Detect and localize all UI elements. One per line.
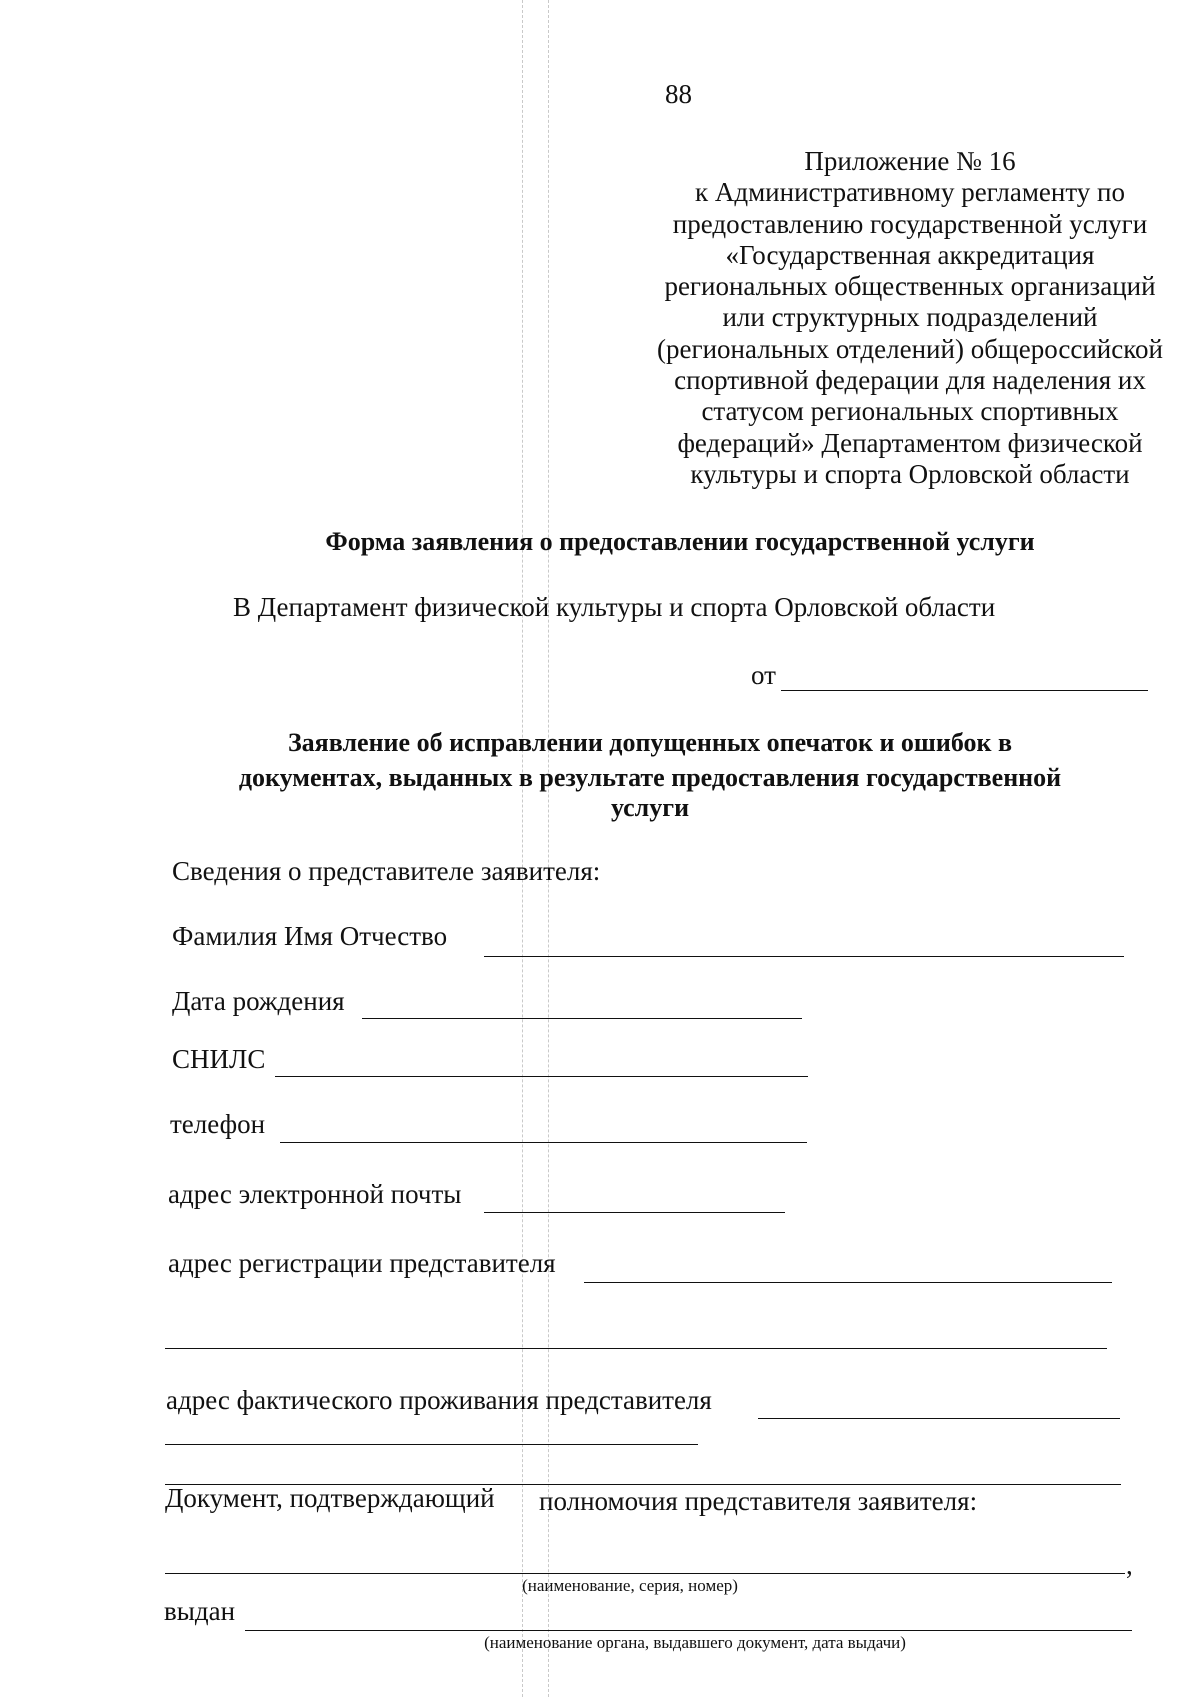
from-line[interactable]	[781, 690, 1148, 691]
page-number: 88	[665, 79, 692, 109]
authority-document-line[interactable]	[165, 1573, 1125, 1574]
form-title: Форма заявления о предоставлении государственной услуги	[325, 527, 1035, 556]
statement-title-line: Заявление об исправлении допущенных опечаток и ошибок в	[287, 728, 1013, 757]
trailing-comma: ,	[1126, 1550, 1133, 1580]
fold-line	[548, 0, 549, 1697]
full-name-label: Фамилия Имя Отчество	[172, 921, 448, 951]
actual-address-line[interactable]	[758, 1418, 1120, 1419]
registration-address-line-2[interactable]	[165, 1348, 1107, 1349]
snils-line[interactable]	[275, 1076, 808, 1077]
appendix-line: спортивной федерации для наделения их	[674, 365, 1146, 396]
actual-address-line-2[interactable]	[165, 1444, 698, 1445]
registration-address-line[interactable]	[584, 1282, 1112, 1283]
birth-date-line[interactable]	[362, 1018, 802, 1019]
issued-line[interactable]	[245, 1630, 1132, 1631]
appendix-line: (региональных отделений) общероссийской	[657, 333, 1163, 364]
snils-label: СНИЛС	[172, 1044, 266, 1074]
actual-address-label: адрес фактического проживания представителя	[166, 1385, 712, 1415]
authority-document-label: полномочия представителя заявителя:	[539, 1486, 978, 1516]
representative-heading: Сведения о представителе заявителя:	[172, 856, 601, 886]
registration-address-label: адрес регистрации представителя	[168, 1248, 556, 1278]
appendix-line: «Государственная аккредитация	[725, 239, 1095, 270]
authority-document-label: Документ, подтверждающий	[165, 1483, 495, 1513]
addressee: В Департамент физической культуры и спорта Орловской области	[233, 592, 996, 622]
statement-title-line: документах, выданных в результате предоставления государственной	[238, 763, 1062, 792]
appendix-line: региональных общественных организаций	[664, 271, 1156, 302]
statement-title-line: услуги	[610, 793, 690, 822]
appendix-line: предоставлению государственной услуги	[672, 208, 1148, 239]
email-label: адрес электронной почты	[168, 1179, 462, 1209]
birth-date-label: Дата рождения	[172, 986, 345, 1016]
appendix-line: Приложение № 16	[804, 146, 1016, 176]
appendix-line: федераций» Департаментом физической	[677, 427, 1143, 458]
appendix-line: или структурных подразделений	[722, 302, 1098, 333]
full-name-line[interactable]	[484, 956, 1124, 957]
issued-label: выдан	[164, 1596, 236, 1626]
fold-line	[522, 0, 523, 1697]
issued-caption: (наименование органа, выдавшего документ, дата выдачи)	[484, 1633, 906, 1652]
appendix-line: к Административному регламенту по	[694, 177, 1125, 208]
email-line[interactable]	[484, 1212, 785, 1213]
phone-label: телефон	[170, 1109, 266, 1139]
appendix-block	[630, 146, 1190, 490]
from-label: от	[751, 660, 776, 690]
appendix-line: культуры и спорта Орловской области	[690, 458, 1130, 489]
authority-document-caption: (наименование, серия, номер)	[522, 1576, 738, 1595]
phone-line[interactable]	[280, 1142, 807, 1143]
appendix-line: статусом региональных спортивных	[701, 396, 1119, 427]
